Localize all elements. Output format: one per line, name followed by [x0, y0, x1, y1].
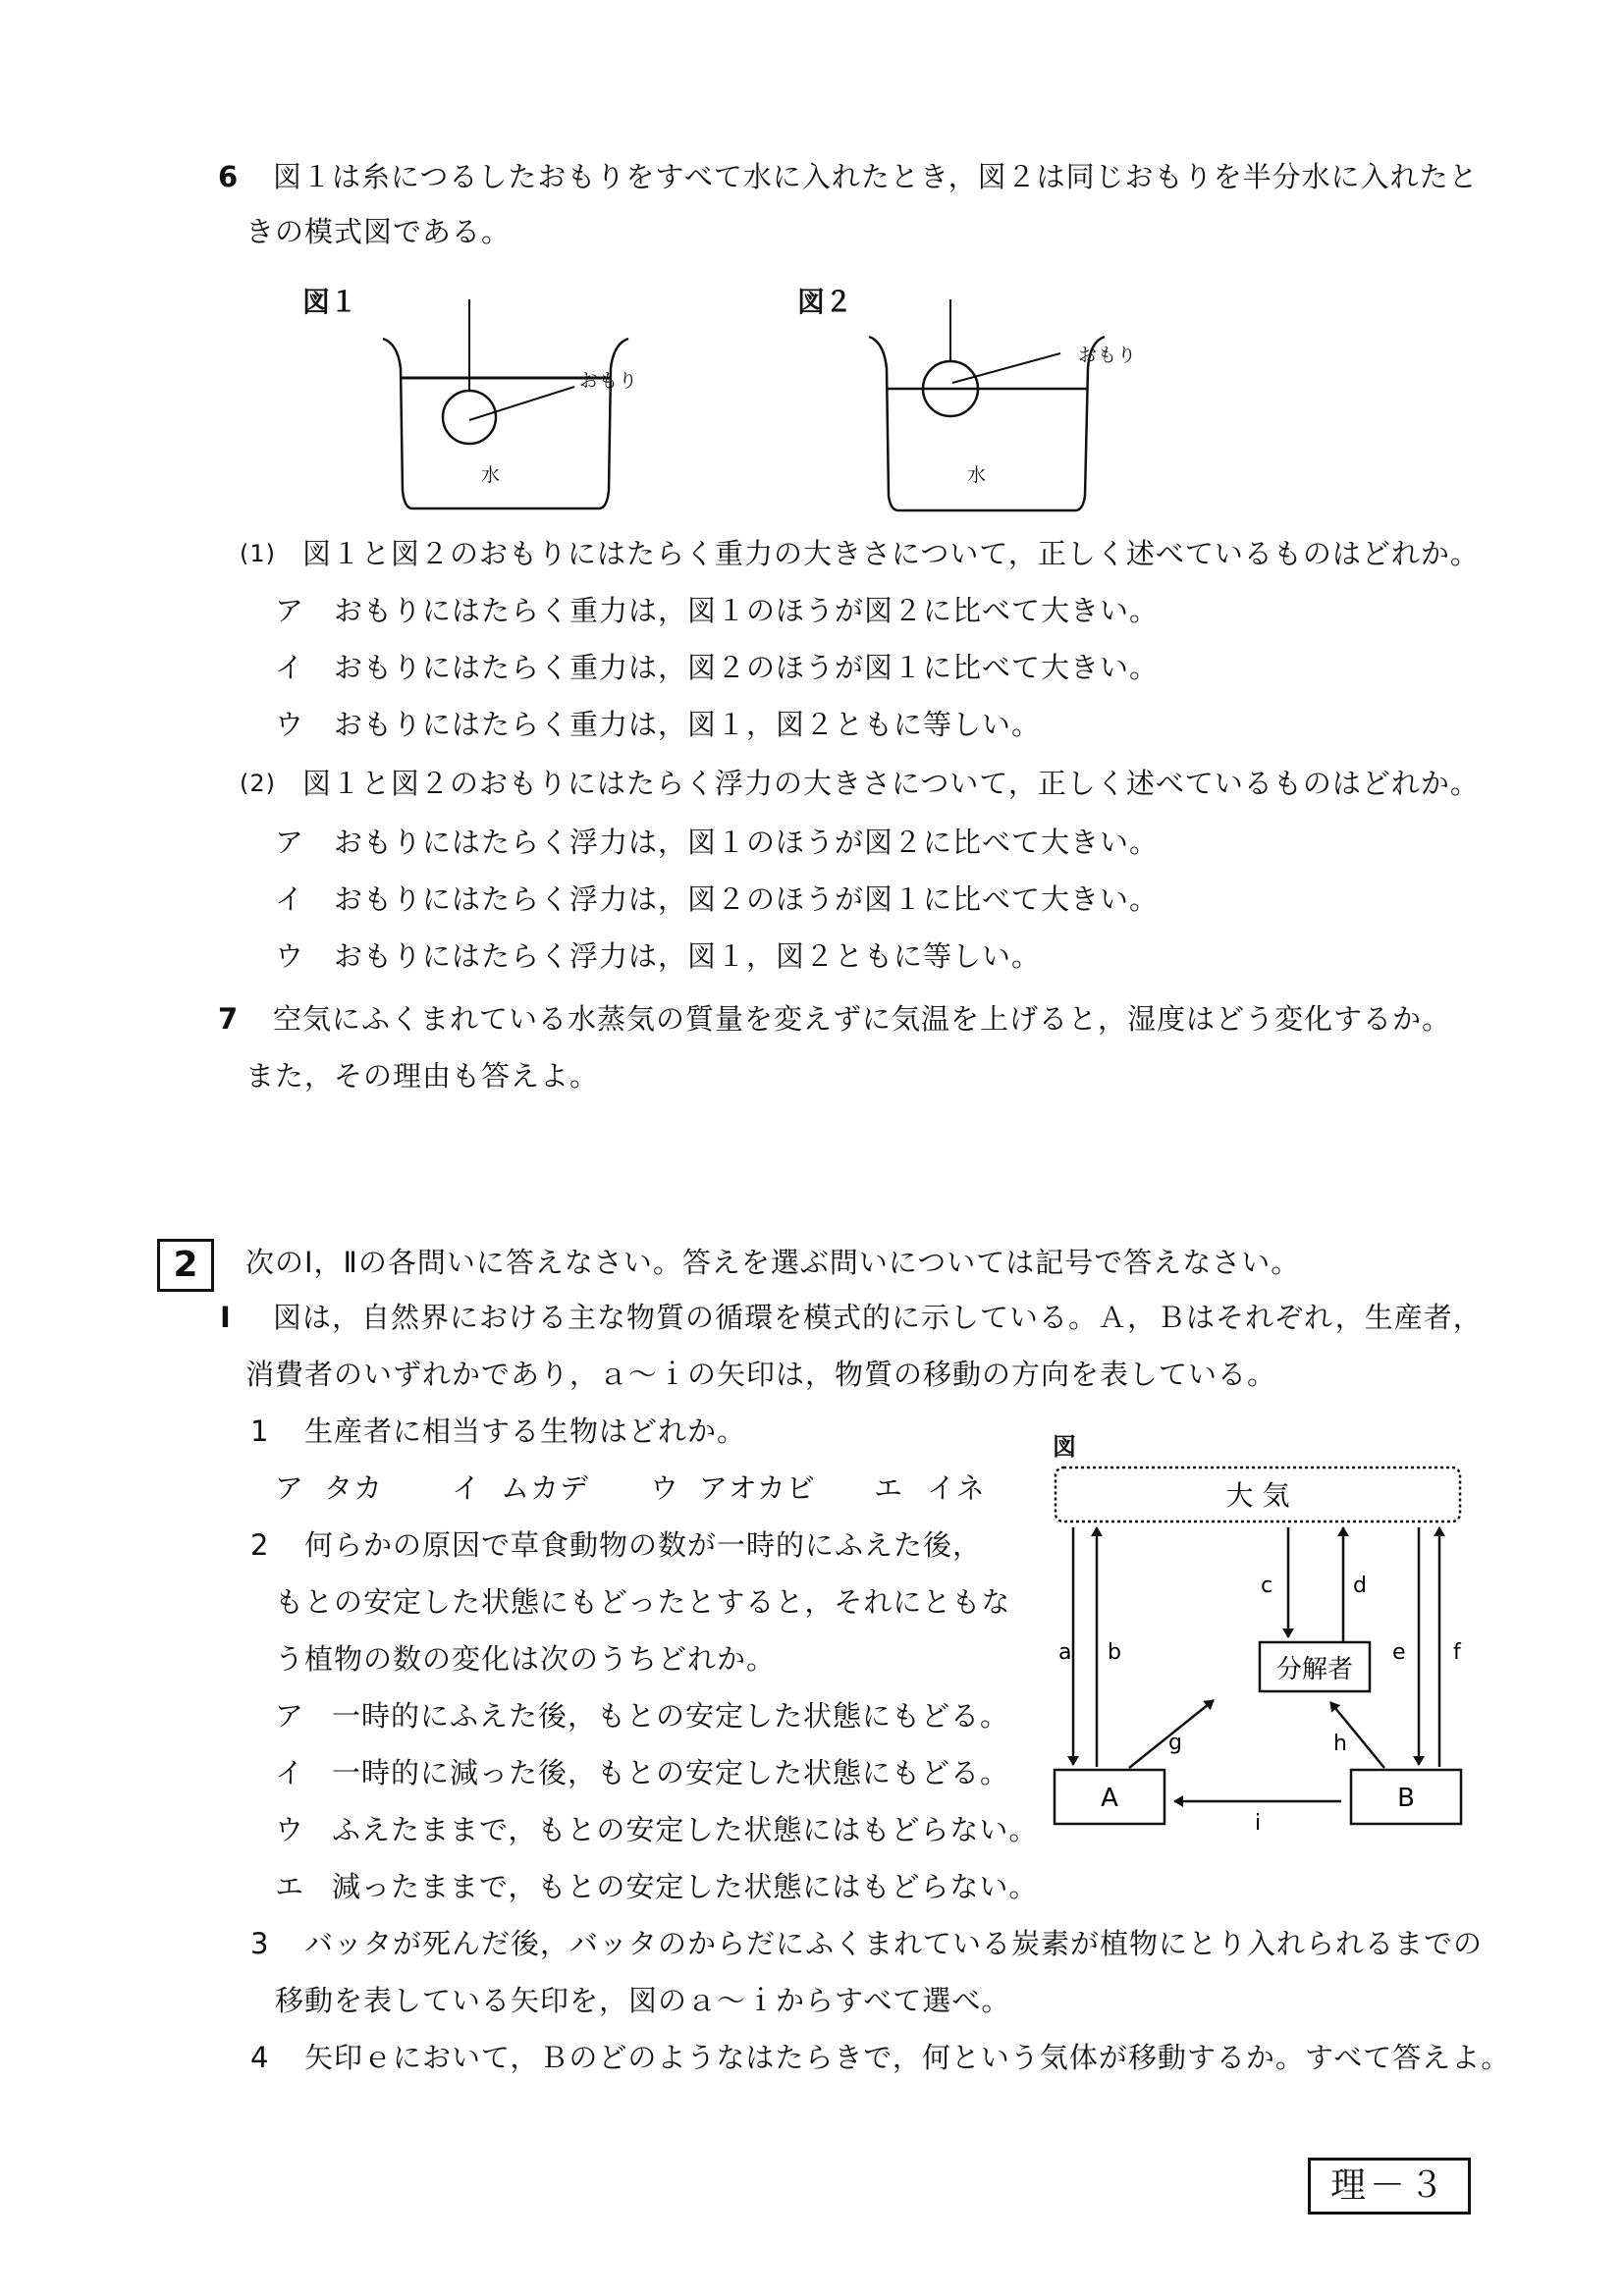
q6-number: 6: [218, 160, 240, 193]
section-number-box: 2: [157, 1239, 214, 1292]
q6-sub1-option-key: ア: [275, 594, 305, 627]
q6-sub1-question: 図１と図２のおもりにはたらく重力の大きさについて，正しく述べているものはどれか。: [302, 537, 1480, 570]
part1-q2-option-key: ア: [275, 1699, 305, 1733]
page-number-box: 理－３: [1308, 2158, 1471, 2215]
cycle-diagram-label: 図: [1053, 1433, 1076, 1461]
arrow-d-label: d: [1353, 1574, 1367, 1598]
part1-q2-option-key: ウ: [275, 1813, 305, 1846]
atmosphere-label: 大 気: [1225, 1479, 1290, 1512]
arrow-g-label: g: [1168, 1731, 1182, 1755]
figure1-leader-line: [469, 387, 574, 420]
part1-q2-line2: もとの安定した状態にもどったとすると，それにともな: [275, 1585, 1011, 1619]
arrow-e-label: e: [1392, 1640, 1406, 1665]
arrow-b-label: b: [1108, 1640, 1121, 1665]
part1-q2-option-text: 減ったままで，もとの安定した状態にはもどらない。: [332, 1870, 1039, 1903]
arrow-f-label: f: [1453, 1640, 1461, 1665]
part1-q1-option-key: ウ: [650, 1471, 680, 1505]
q6-sub1-option-key: ウ: [275, 708, 305, 741]
figure2-weight-label: おもり: [1078, 345, 1138, 366]
arrow-a-label: a: [1058, 1640, 1072, 1665]
q7-number: 7: [218, 1002, 240, 1036]
figure1-water-label: 水: [481, 464, 502, 486]
q6-sub1-option-text: おもりにはたらく重力は，図１のほうが図２に比べて大きい。: [334, 594, 1160, 627]
q6-sub2-option-text: おもりにはたらく浮力は，図１のほうが図２に比べて大きい。: [334, 826, 1160, 859]
q6-sub2-option-text: おもりにはたらく浮力は，図２のほうが図１に比べて大きい。: [334, 882, 1160, 916]
q6-stem-line2: きの模式図である。: [245, 215, 512, 248]
q7-line2: また，その理由も答えよ。: [245, 1059, 600, 1093]
q6-sub2-question: 図１と図２のおもりにはたらく浮力の大きさについて，正しく述べているものはどれか。: [302, 767, 1480, 800]
part1-q1-option-key: ア: [275, 1471, 305, 1505]
part1-q1-option-key: イ: [452, 1471, 482, 1505]
arrow-i-label: i: [1255, 1811, 1262, 1836]
node-b-label: B: [1397, 1784, 1415, 1813]
part1-q4-text: 矢印ｅにおいて，Ｂのどのようなはたらきで，何という気体が移動するか。すべて答えよ。: [304, 2041, 1511, 2074]
part1-intro-line2: 消費者のいずれかであり，ａ～ｉの矢印は，物質の移動の方向を表している。: [245, 1358, 1277, 1391]
part1-intro-line1: 図は，自然界における主な物質の循環を模式的に示している。Ａ，Ｂはそれぞれ，生産者，: [273, 1301, 1483, 1334]
part1-q4-number: 4: [250, 2041, 270, 2074]
arrow-h-label: h: [1333, 1732, 1347, 1756]
part1-q2-line1: 何らかの原因で草食動物の数が一時的にふえた後，: [304, 1528, 983, 1562]
q6-sub1-option-text: おもりにはたらく重力は，図１，図２ともに等しい。: [334, 708, 1042, 741]
q6-sub1-number: (1): [240, 540, 276, 567]
part1-q2-option-text: 一時的にふえた後，もとの安定した状態にもどる。: [332, 1699, 1010, 1733]
part1-q1-option-text: タカ: [324, 1471, 384, 1505]
q7-line1: 空気にふくまれている水蒸気の質量を変えずに気温を上げると，湿度はどう変化するか。: [273, 1002, 1452, 1036]
part1-q2-option-text: 一時的に減った後，もとの安定した状態にもどる。: [332, 1756, 1010, 1789]
part1-label: Ⅰ: [220, 1301, 232, 1334]
figure1-beaker-diagram: [373, 294, 687, 530]
part1-q1-option-text: アオカビ: [699, 1471, 816, 1505]
part1-q1-number: 1: [250, 1415, 270, 1448]
part1-q2-number: 2: [250, 1528, 270, 1562]
q6-sub1-option-key: イ: [275, 651, 305, 684]
q6-sub2-option-key: ア: [275, 826, 305, 859]
part1-q2-option-text: ふえたままで，もとの安定した状態にはもどらない。: [332, 1813, 1039, 1846]
section2-instructions: 次のⅠ，Ⅱの各問いに答えなさい。答えを選ぶ問いについては記号で答えなさい。: [245, 1246, 1301, 1279]
part1-q2-option-key: エ: [275, 1870, 305, 1903]
figure2-beaker-diagram: [864, 294, 1178, 530]
figure1-weight: [443, 391, 496, 444]
q6-sub2-option-text: おもりにはたらく浮力は，図１，図２ともに等しい。: [334, 939, 1042, 973]
figure1-weight-label: おもり: [579, 370, 639, 392]
part1-q2-option-key: イ: [275, 1756, 305, 1789]
node-a-label: A: [1101, 1784, 1118, 1813]
q6-sub2-option-key: ウ: [275, 939, 305, 973]
matter-cycle-diagram: [1041, 1453, 1492, 1865]
part1-q1-option-key: エ: [874, 1471, 904, 1505]
part1-q1-question: 生産者に相当する生物はどれか。: [304, 1415, 747, 1448]
part1-q3-line2: 移動を表している矢印を，図のａ～ｉからすべて選べ。: [275, 1984, 1011, 2017]
q6-stem-line1: 図１は糸につるしたおもりをすべて水に入れたとき，図２は同じおもりを半分水に入れたと: [273, 160, 1479, 193]
part1-q3-number: 3: [250, 1927, 270, 1960]
q6-sub1-option-text: おもりにはたらく重力は，図２のほうが図１に比べて大きい。: [334, 651, 1160, 684]
figure2-water-label: 水: [967, 464, 988, 486]
decomposer-label: 分解者: [1275, 1655, 1354, 1684]
figure1-label: 図１: [302, 286, 358, 318]
part1-q3-line1: バッタが死んだ後，バッタのからだにふくまれている炭素が植物にとり入れられるまでの: [304, 1927, 1484, 1960]
part1-q1-option-text: ムカデ: [501, 1471, 590, 1505]
q6-sub2-option-key: イ: [275, 882, 305, 916]
part1-q1-option-text: イネ: [927, 1471, 986, 1505]
figure2-label: 図２: [797, 286, 853, 318]
part1-q2-line3: う植物の数の変化は次のうちどれか。: [275, 1642, 777, 1676]
q6-sub2-number: (2): [240, 770, 276, 797]
arrow-c-label: c: [1261, 1574, 1273, 1598]
